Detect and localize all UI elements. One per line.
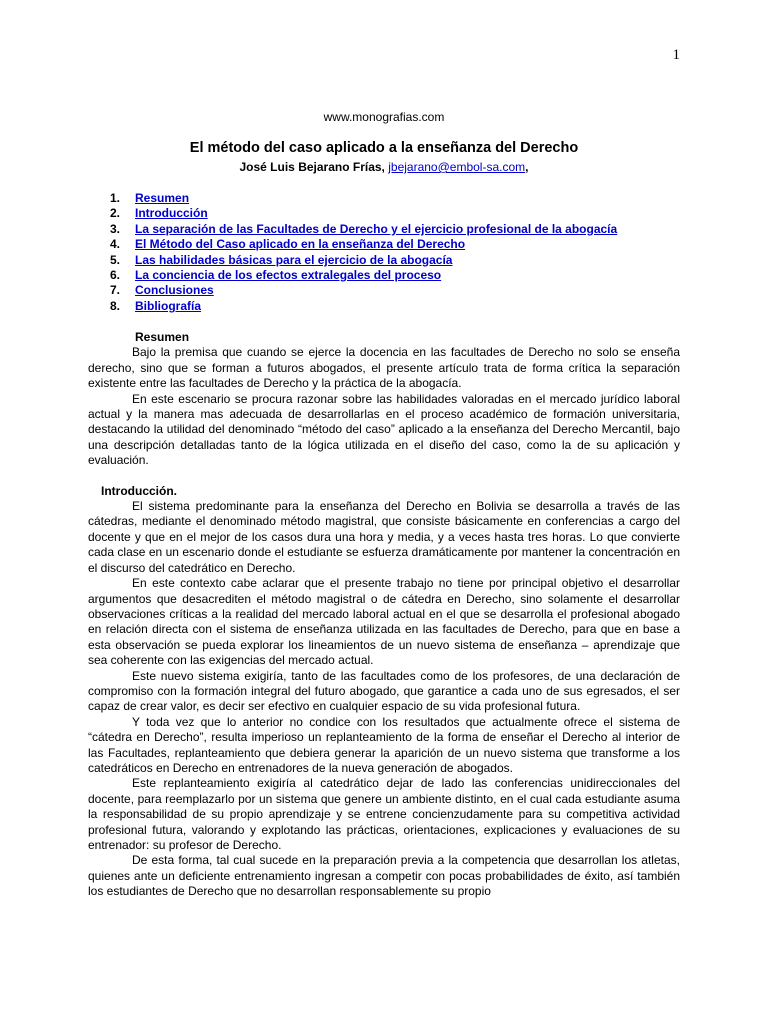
page-number: 1 xyxy=(672,47,680,63)
toc-link-bibliografia[interactable]: Bibliografía xyxy=(135,298,202,313)
document-body xyxy=(88,330,680,900)
paragraph: Bajo la premisa que cuando se ejerce la docencia en las facultades de Derecho no solo se enseña derecho, sino que se forman a futuros abogados, el presente artículo trata de forma crítica la separación existente entre las facultades de Derecho y la práctica de la abogacía. xyxy=(88,345,680,391)
toc-item xyxy=(110,268,617,283)
toc-link-resumen[interactable]: Resumen xyxy=(135,191,190,205)
toc-link-conclusiones[interactable]: Conclusiones xyxy=(135,283,214,298)
toc-link-habilidades[interactable]: Las habilidades básicas para el ejercicio de la abogacía xyxy=(135,252,453,267)
toc-item xyxy=(110,299,617,314)
section-heading-resumen: Resumen xyxy=(135,330,190,344)
toc-number: 5. xyxy=(110,252,121,267)
paragraph: En este escenario se procura razonar sobre las habilidades valoradas en el mercado jurídico laboral actual y la manera mas adecuada de desarrollarlas en el proceso académico de formación universitaria, destacando la utilidad del denominado “método del caso” aplicado a la enseñanza del Derecho Mercantil, bajo una descripción detalladas tanto de la lógica utilizada en el diseño del caso, como la de su aplicación y evaluación. xyxy=(88,391,680,468)
author-name: José Luis Bejarano Frías, xyxy=(239,160,385,174)
toc-number: 4. xyxy=(110,237,121,252)
toc-link-metodo-caso[interactable]: El Método del Caso aplicado en la enseñanza del Derecho xyxy=(135,237,466,252)
toc-number: 2. xyxy=(110,206,121,221)
toc-item xyxy=(110,253,617,268)
paragraph: Este nuevo sistema exigiría, tanto de las facultades como de los profesores, de una declaración de compromiso con la formación integral del futuro abogado, que garantice a cada uno de sus egresados, el ser capaz de crear valor, es decir ser efectivo en cualquier espacio de su vida profesional futura. xyxy=(88,668,680,714)
toc-item xyxy=(110,222,617,237)
paragraph: Este replanteamiento exigiría al catedrático dejar de lado las conferencias unidireccionales del docente, para reemplazarlo por un sistema que genere un ambiente distinto, en el cual cada estudiante asuma la responsabilidad de su propio aprendizaje y se entrene concienzudamente para su competitiva actividad profesional futura, valorando y explotando las prácticas, orientaciones, explicaciones y evaluaciones de su entrenador: su profesor de Derecho. xyxy=(88,776,680,852)
toc-number: 3. xyxy=(110,221,121,236)
toc-item xyxy=(110,237,617,252)
toc-item xyxy=(110,191,617,206)
toc-number: 7. xyxy=(110,283,121,298)
paragraph: El sistema predominante para la enseñanza del Derecho en Bolivia se desarrolla a través de las cátedras, mediante el denominado método magistral, que consiste básicamente en conferencias a cargo del docente y que en el mejor de los casos dura una hora y media, y a veces hasta tres horas. Lo que convierte cada clase en un escenario donde el estudiante se esfuerza dramáticamente por mantener la concentración en el discurso del catedrático en Derecho. xyxy=(88,499,680,575)
author-trail: , xyxy=(525,160,529,174)
toc-number: 1. xyxy=(110,191,121,205)
toc-link-conciencia[interactable]: La conciencia de los efectos extralegales del proceso xyxy=(135,268,442,283)
author-line xyxy=(0,160,768,174)
section-heading-introduccion: Introducción. xyxy=(101,483,177,498)
author-email-link[interactable]: jbejarano@embol-sa.com xyxy=(388,160,526,174)
paragraph: Y toda vez que lo anterior no condice con los resultados que actualmente ofrece el sistema de “cátedra en Derecho”, resulta imperioso un replanteamiento de la forma de enseñar el Derecho al interior de las Facultades, replanteamiento que debiera generar la aparición de un nuevo sistema que transforme a los catedráticos en Derecho en entrenadores de la nueva generación de abogados. xyxy=(88,714,680,775)
document-title: El método del caso aplicado a la enseñanza del Derecho xyxy=(189,140,579,156)
table-of-contents xyxy=(110,191,617,314)
toc-link-separacion[interactable]: La separación de las Facultades de Derecho y el ejercicio profesional de la abogacía xyxy=(135,221,618,236)
toc-item xyxy=(110,283,617,298)
toc-item xyxy=(110,206,617,221)
site-header: www.monografias.com xyxy=(323,110,445,124)
paragraph: De esta forma, tal cual sucede en la preparación previa a la competencia que desarrollan los atletas, quienes ante un deficiente entrenamiento ingresan a competir con pocas probabilidades de éxito, así también los estudiantes de Derecho que no desarrollan responsablemente su propio xyxy=(88,853,680,899)
toc-link-introduccion[interactable]: Introducción xyxy=(135,206,208,221)
toc-number: 8. xyxy=(110,298,121,313)
paragraph: En este contexto cabe aclarar que el presente trabajo no tiene por principal objetivo el desarrollar argumentos que desacrediten el método magistral o de cátedra en Derecho, sino solamente el desarrollar observaciones críticas a la realidad del mercado laboral actual en el que se desarrolla el profesional abogado en relación directa con el sistema de enseñanza utilizada en las facultades de Derecho, para que en base a esta observación se pueda explorar los lineamientos de un nuevo sistema de enseñanza – aprendizaje que sea coherente con las exigencias del mercado actual. xyxy=(88,576,680,668)
toc-number: 6. xyxy=(110,268,121,283)
